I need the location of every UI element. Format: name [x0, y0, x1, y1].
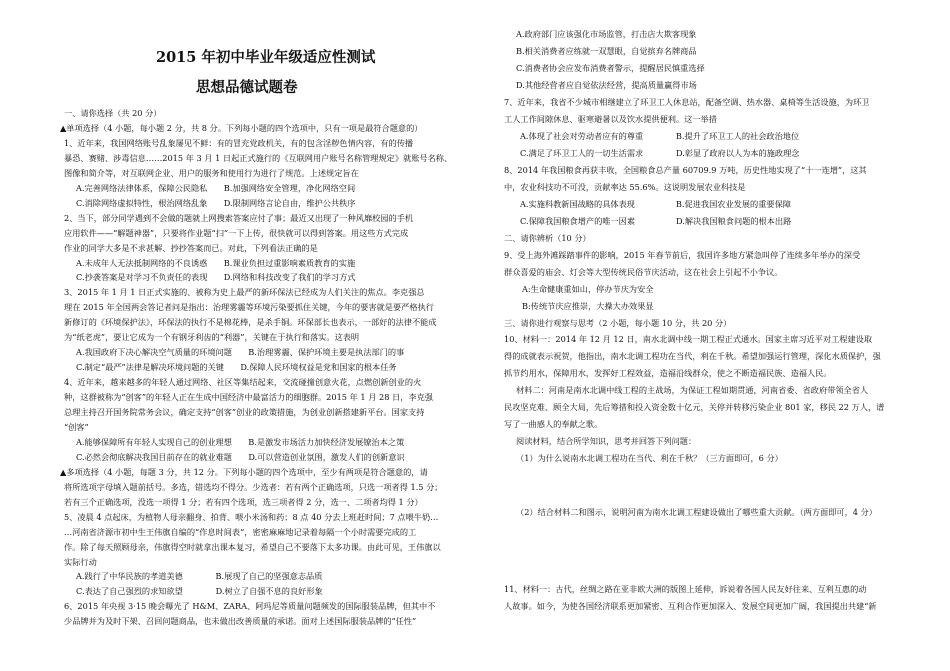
left-text-line: C.必然会彻底解决我国目前存在的就业难题 D.可以营造创业氛围，激发人们的创新意识 — [76, 451, 405, 462]
left-text-line: ▲单项选择（4 小题，每小题 2 分，共 8 分。下列每小题的四个选项中，只有一项是最符合题意的） — [60, 122, 423, 133]
left-text-line: 种，这群被称为“创客”的年轻人正在生成中国经济中最富活力的细胞群。2015 年 1 月 28 日，李克强 — [64, 392, 433, 403]
left-text-line: 作业的同学大多是不求甚解、抄抄答案而已。对此，下列看法正确的是 — [64, 242, 318, 253]
left-text-line: 一、请你选择（共 20 分） — [64, 108, 162, 118]
left-text-line: 为“纸老虎”，要让它成为一个有钢牙利齿的“利器”，关键在于执行和落实。这表明 — [64, 332, 360, 343]
right-text-line: 工人工作间隙休息、驱寒避暑以及饮水提供便利。这一举措 — [504, 114, 717, 124]
left-text-line: 将所选项字母填入题前括号。多选，错选均不得分。少选者：若有两个正确选项，只选一项者得 1.5 分； — [64, 481, 443, 492]
left-text-line: A.我国政府下决心解决空气质量的环境问题 B.治理雾霾、保护环境主要是执法部门的事 — [76, 347, 405, 358]
right-text-line: 人故事。如今，为使各国经济联系更加紧密、互利合作更加深入、发展空间更加广阔，我国提出共建“新 — [504, 601, 877, 611]
right-text-line: 抓节约用水，保障用水，发挥好工程效益，造福沿线群众，使之不断造福民族、造福人民。 — [504, 368, 832, 378]
right-text-line: （2）结合材料二和图示，说明河南为南水北调工程建设做出了哪些重大贡献。（两方面即可，4 分） — [516, 507, 877, 517]
right-text-line: C.满足了环卫工人的一切生活需求 D.彰显了政府以人为本的施政理念 — [520, 148, 800, 158]
left-text-line: 1、近年来，我国网络账号乱象屡见不鲜：有的冒充党政机关，有的包含淫秽色情内容，有的传播 — [64, 137, 414, 148]
left-text-line: “创客” — [64, 421, 89, 432]
left-text-line: 理在 2015 年全国两会答记者问是指出：治理雾霾等环境污染要抓住关键，今年的要害就是要严格执行 — [64, 302, 434, 313]
right-text-line: 二、请你辨析（10 分） — [504, 233, 591, 243]
left-text-line: A.完善网络法律体系，保障公民隐私 B.加强网络安全管理，净化网络空间 — [76, 182, 356, 193]
right-text-line: C.保障我国粮食增产的唯一因素 D.解决我国粮食问题的根本出路 — [520, 216, 792, 226]
right-text-line: A.实施科教新国战略的具体表现 B.促进我国农业发展的重要保障 — [520, 199, 791, 209]
right-text-line: 10、材料一：2014 年 12 月 12 日，南水北调中线一期工程正式通水。国家主席习近平对工程建设取 — [504, 334, 873, 344]
right-text-line: 三、请你进行观察与思考（2 小题，每小题 10 分，共 20 分） — [504, 318, 732, 328]
right-text-line: 中，农业科技功不可没，贡献率达 55.6%。这说明发展农业科技是 — [504, 182, 746, 192]
left-text-line: 作。除了每天照顾母亲，伟旗得空时就拿出课本复习，希望自己不要落下太多功课。由此可见，王伟旗以 — [64, 541, 441, 552]
right-text-line: 8、2014 年我国粮食再获丰收，全国粮食总产量 60709.9 万吨，历史性地实现了“十一连增”，这其 — [504, 165, 867, 175]
left-text-line: 5、凌晨 4 点起床，为植物人母亲翻身、拍背、喂小米汤和药；8 点 40 分去上班赶时间；7 点喂牛奶… — [64, 511, 439, 522]
exam-title: 2015 年初中毕业年级适应性测试 — [156, 49, 376, 66]
right-text-line: 得的成就表示祝贺，他指出，南水北调工程功在当代，利在千秋。希望加强运行管理，深化水质保护，强 — [504, 351, 881, 361]
left-text-line: 4、近年来，越来越多的年轻人通过网络、社区等集结起来，交流碰撞创意火花，点燃创新创业的火 — [64, 377, 422, 388]
left-text-line: 新修订的《环境保护法》，环保法的执行不是棉花棒，是杀手铜。环保部长也表示，一部好的法律不能成 — [64, 317, 437, 328]
right-text-line: D.其他经营者应自觉依法经营，提高质量赢得市场 — [516, 80, 697, 90]
right-text-line: 材料二：河南是南水北调中线工程的主战场，为保证工程如期贯通，河南省委、省政府带领全省人 — [516, 385, 869, 395]
left-text-line: A.践行了中华民族的孝道美德 B.展现了自己的坚强意志品质 — [76, 571, 323, 582]
left-text-line: A.未成年人无法抵制网络的不良诱惑 B.课业负担过重影响素质教育的实施 — [76, 257, 356, 268]
right-text-line: 9、受上海外滩踩踏事件的影响，2015 年春节前后，我国许多地方紧急叫停了连续多年举办的深受 — [504, 250, 861, 260]
exam-subtitle: 思想品德试题卷 — [196, 79, 298, 96]
left-text-line: 若有三个正确选项，没选一项得 1 分；若有四个选项，选三项者得 2 分，选一、二项者均得 1 分） — [64, 496, 423, 507]
left-text-line: ▲多项选择（4 小题，每题 3 分，共 12 分。下列每小题的四个选项中，至少有两项是符合题意的，请 — [60, 466, 428, 477]
left-text-line: 总理主持召开国务院常务会议，确定支持“创客”创业的政策措施，为创业创新搭建新平台。国家支持 — [64, 407, 425, 417]
left-text-line: 实际行动 — [64, 556, 97, 567]
right-text-line: 民攻坚克难、顾全大局，先后筹措和投入资金数十亿元，关停并转移污染企业 801 家，移民 22 万人，谱 — [504, 402, 885, 412]
left-text-line: 3、2015 年 1 月 1 日正式实施的、被称为史上最严的新环保法已经成为人们关注的焦点。李克强总 — [64, 287, 425, 298]
right-text-line: 7、近年来，我省不少城市相继建立了环卫工人休息站，配备空调、热水器、桌椅等生活设施，为环卫 — [504, 97, 870, 107]
right-text-line: A.体现了社会对劳动者应有的尊重 B.提升了环卫工人的社会政治地位 — [520, 131, 800, 141]
left-text-line: 6、2015 年央视 3·15 晚会曝光了 H&M、ZARA、阿玛尼等质量问题频发的国际服装品牌，但其中不 — [64, 601, 436, 612]
left-text-line: C.抄袭答案是对学习不负责任的表现 D.网络和科技改变了我们的学习方式 — [76, 272, 356, 283]
right-text-line: B.相关消费者应练就一双慧眼，自觉摈弃名牌商品 — [516, 46, 697, 56]
right-text-line: 写了一曲感人的奉献之歌。 — [504, 419, 603, 429]
left-text-line: C.表达了自己强烈的求知欲望 D.树立了自强不息的良好形象 — [76, 586, 323, 597]
left-text-line: C.制定“最严”法律是解决环境问题的关键 D.保障人民环境权益是党和国家的根本任务 — [76, 362, 397, 373]
left-text-line: 少品牌并为及时下架、召回问题商品，也未做出改善质量的承诺。面对上述国际服装品牌的“任性” — [64, 616, 417, 627]
right-text-line: 群众喜爱的庙会、灯会等大型传统民俗节庆活动，这在社会上引起不小争议。 — [504, 267, 783, 277]
left-text-line: C.消除网络虚拟特性，根治网络乱象 D.限制网络言论自由，维护公共秩序 — [76, 197, 356, 208]
left-text-line: A.能够保障所有年轻人实现自己的创业理想 B.是激发市场活力加快经济发展镣治本之策 — [76, 436, 405, 447]
right-text-line: A.政府部门应该强化市场监管，打击店大欺客现象 — [516, 29, 697, 39]
right-text-line: 11、材料一：古代，丝绸之路在亚非欧大洲的版图上延伸，诉说着各国人民友好往来、互利互惠的动 — [504, 584, 867, 594]
right-text-line: 阅读材料，结合所学知识，思考并回答下列问题： — [516, 436, 697, 446]
left-text-line: 应用软件——“解题神器”，只要将作业题“扫”一下上传，很快就可以得到答案。用这些方式完成 — [64, 227, 409, 238]
left-text-line: 暴恐、赛赌、涉毒信息……2015 年 3 月 1 日起正式施行的《互联网用户账号名称管理规定》就账号名称、 — [64, 152, 453, 163]
right-text-line: A:生命健康重如山，停办节庆为安全 — [522, 284, 654, 294]
right-text-line: C.消费者协会应发布消费者警示，提醒居民慎重选择 — [516, 63, 705, 73]
right-text-line: （1）为什么说南水北调工程功在当代、利在千秋？（三方面即可，6 分） — [516, 453, 783, 463]
left-text-line: 2、当下，部分同学遇到不会做的题就上网搜索答案应付了事；最近又出现了一种风靡校园的手机 — [64, 212, 414, 223]
right-text-line: B:传统节庆应推崇，大操大办效果显 — [522, 301, 654, 311]
left-text-line: 图像和简介等，对互联网企业、用户的服务和使用行为进行了规范。上述规定旨在 — [64, 167, 359, 178]
left-text-line: …河南省济源市初中生王伟旗自编的“作息时间表”，密密麻麻地记录着每隔一个小时需要完成的工 — [64, 526, 417, 537]
